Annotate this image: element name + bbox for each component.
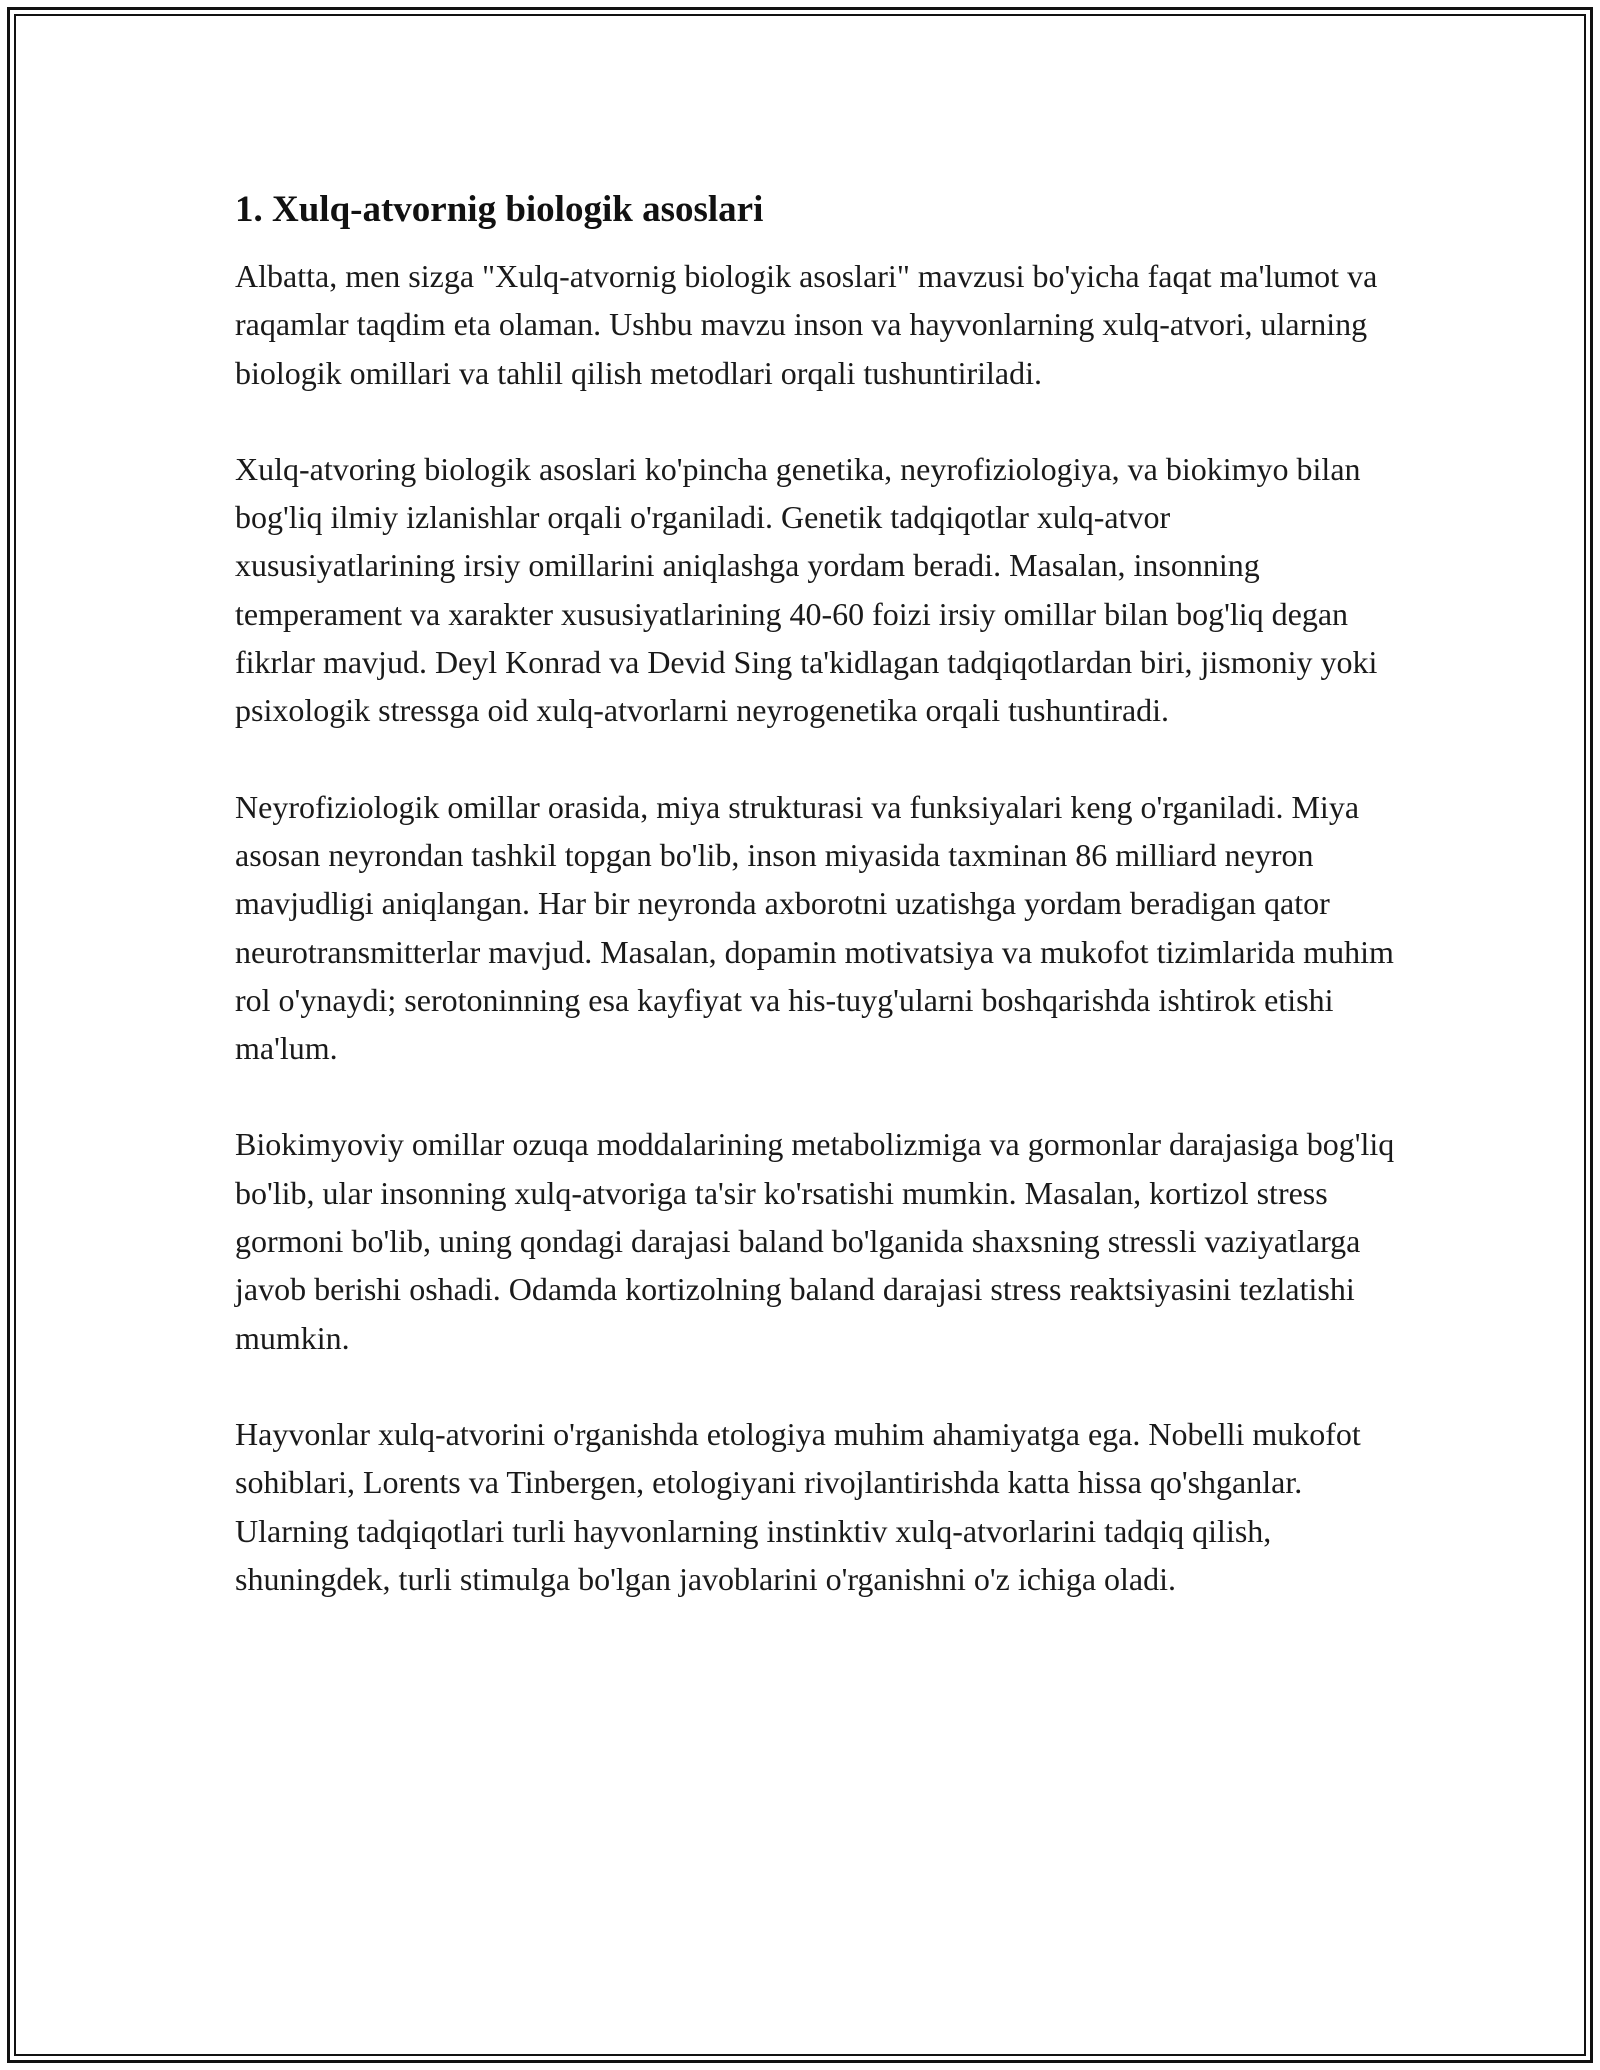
section-heading: 1. Xulq-atvornig biologik asoslari <box>235 189 764 230</box>
document-body <box>235 186 1395 1651</box>
paragraph-intro: Albatta, men sizga "Xulq-atvornig biologik asoslari" mavzusi bo'yicha faqat ma'lumot va raqamlar taqdim eta olaman. Ushbu mavzu inson va hayvonlarning xulq-atvori, ularning biologik omillari va tahlil qilish metodlari orqali tushuntiriladi. <box>235 258 1378 391</box>
paragraph-neurophysiology: Neyrofiziologik omillar orasida, miya strukturasi va funksiyalari keng o'rganiladi. Miya asosan neyrondan tashkil topgan bo'lib, inson miyasida taxminan 86 milliard neyron mavjudligi aniqlangan. Har bir neyronda axborotni uzatishga yordam beradigan qator neurotransmitterlar mavjud. Masalan, dopamin motivatsiya va mukofot tizimlarida muhim rol o'ynaydi; serotoninning esa kayfiyat va his-tuyg'ularni boshqarishda ishtirok etishi ma'lum. <box>235 788 1394 1067</box>
paragraph-biochemistry: Biokimyoviy omillar ozuqa moddalarining metabolizmiga va gormonlar darajasiga bog'liq bo'lib, ular insonning xulq-atvoriga ta'sir ko'rsatishi mumkin. Masalan, kortizol stress gormoni bo'lib, uning qondagi darajasi baland bo'lganida shaxsning stressli vaziyatlarga javob berishi oshadi. Odamda kortizolning baland darajasi stress reaktsiyasini tezlatishi mumkin. <box>235 1126 1395 1356</box>
paragraph-genetics: Xulq-atvoring biologik asoslari ko'pincha genetika, neyrofiziologiya, va biokimyo bilan bog'liq ilmiy izlanishlar orqali o'rganiladi. Genetik tadqiqotlar xulq-atvor xususiyatlarining irsiy omillarini aniqlashga yordam beradi. Masalan, insonning temperament va xarakter xususiyatlarining 40-60 foizi irsiy omillar bilan bog'liq degan fikrlar mavjud. Deyl Konrad va Devid Sing ta'kidlagan tadqiqotlardan biri, jismoniy yoki psixologik stressga oid xulq-atvorlarni neyrogenetika orqali tushuntiradi. <box>235 450 1378 729</box>
paragraph-ethology: Hayvonlar xulq-atvorini o'rganishda etologiya muhim ahamiyatga ega. Nobelli mukofot sohiblari, Lorents va Tinbergen, etologiyani rivojlantirishda katta hissa qo'shganlar. Ularning tadqiqotlari turli hayvonlarning instinktiv xulq-atvorlarini tadqiq qilish, shuningdek, turli stimulga bo'lgan javoblarini o'rganishni o'z ichiga oladi. <box>235 1415 1361 1597</box>
